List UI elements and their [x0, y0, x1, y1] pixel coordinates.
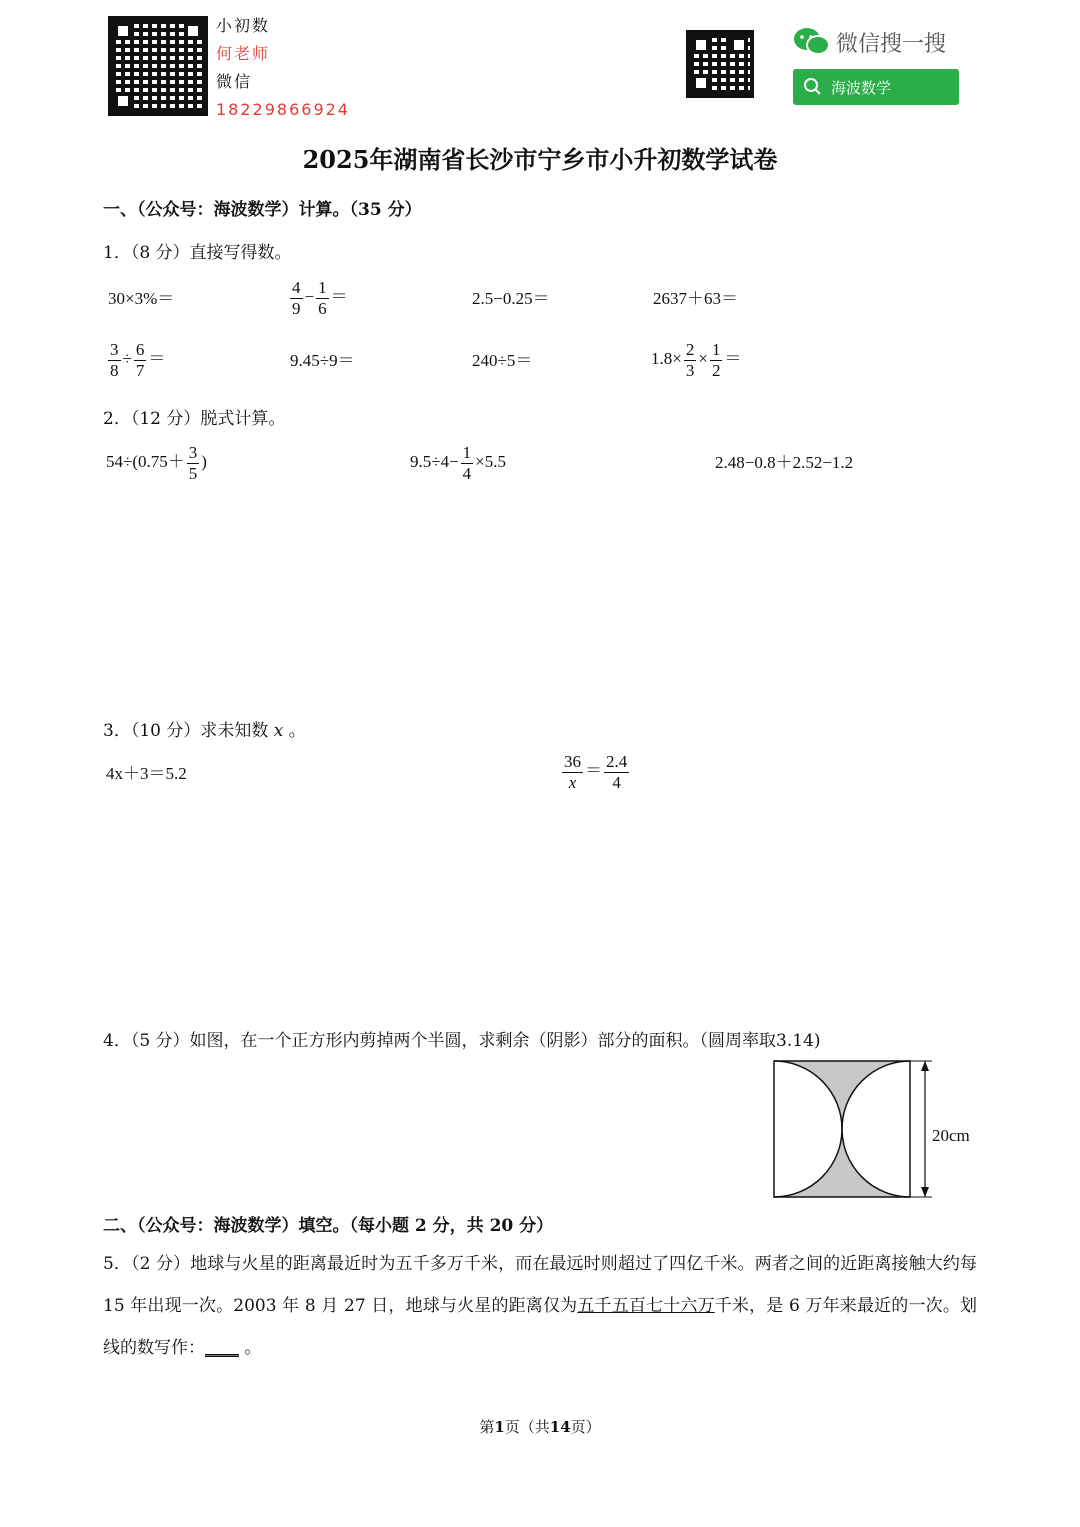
q5-text-end: 。	[239, 1338, 262, 1358]
q5-answer-blank[interactable]: ____	[205, 1338, 239, 1358]
q5-text-part1: 5．（2 分）地球与火星的距离最近时为五千多万千米，而在最远时则超过了四亿千米。两者之间的近距离接触大约每 15 年出现一次。2003 年 8 月 27 日，地球与火星的距离仅为	[103, 1254, 977, 1316]
q3-b-den1: x	[568, 772, 577, 792]
page-title: 2025年湖南省长沙市宁乡市小升初数学试卷	[302, 145, 778, 174]
contact-line-3: 微信	[216, 72, 253, 91]
q4-dimension-label: 20cm	[932, 1126, 970, 1145]
q1-b-num2: 1	[318, 278, 327, 297]
contact-line-2: 何老师	[216, 44, 271, 63]
q1-h-num1: 2	[685, 340, 695, 359]
q1-b-op: −	[304, 286, 315, 306]
q1-h-den1: 3	[685, 360, 695, 380]
q1-item-d: 2637＋63＝	[653, 289, 738, 308]
contact-info	[216, 12, 350, 124]
q1-b-eq: ＝	[330, 286, 348, 306]
q1-item-g: 240÷5＝	[472, 351, 533, 370]
q2-a-den: 5	[188, 463, 198, 483]
q1-h-pre: 1.8×	[651, 348, 682, 368]
q1-item-e	[106, 340, 165, 380]
q2-a-pre: 54÷(0.75＋	[106, 451, 185, 471]
q2-b-post: ×5.5	[475, 451, 507, 471]
q3-label-pre: 3．（10 分）求未知数	[103, 721, 274, 741]
q1-h-eq: ＝	[724, 348, 742, 368]
wechat-icon	[792, 26, 832, 58]
q3-label-post: 。	[283, 721, 306, 741]
q1-b-den2: 6	[318, 298, 327, 318]
contact-phone: 18229866924	[216, 100, 350, 119]
footer-post: 页）	[570, 1418, 601, 1436]
q3-b-num1: 36	[564, 752, 581, 771]
q3-item-b	[560, 752, 631, 792]
qr-code-right	[686, 30, 754, 98]
wechat-search-logo	[792, 26, 946, 58]
search-icon	[803, 77, 823, 97]
q1-e-num1: 3	[110, 340, 119, 359]
q4-label: 4．（5 分）如图，在一个正方形内剪掉两个半圆，求剩余（阴影）部分的面积。（圆周率取3.14)	[103, 1031, 821, 1051]
q2-item-a	[106, 443, 207, 483]
q1-e-op: ÷	[122, 348, 132, 368]
wechat-search-label: 微信搜一搜	[836, 31, 947, 57]
section-2-heading: 二、（公众号：海波数学）填空。（每小题 2 分，共 20 分）	[103, 1216, 554, 1236]
contact-line-1: 小初数	[216, 16, 271, 35]
q2-b-pre: 9.5÷4−	[410, 451, 459, 471]
footer-pre: 第	[479, 1418, 495, 1436]
q3-item-a: 4x＋3＝5.2	[106, 764, 187, 783]
q1-item-a: 30×3%＝	[108, 289, 175, 308]
q2-item-b	[410, 443, 506, 483]
q2-b-num: 1	[462, 443, 472, 462]
footer-mid: 页（共	[504, 1418, 550, 1436]
q5-text-part2: 千米，是 6 万年来最近的一次。划线的数写作：	[103, 1296, 978, 1358]
q3-label	[103, 716, 306, 741]
q1-e-den1: 8	[110, 360, 119, 380]
search-button[interactable]	[793, 69, 959, 105]
q1-item-c: 2.5−0.25＝	[472, 289, 550, 308]
q1-h-op: ×	[698, 348, 708, 368]
q1-e-den2: 7	[135, 360, 145, 380]
q1-e-num2: 6	[135, 340, 145, 359]
q1-h-den2: 2	[711, 360, 721, 380]
page-footer	[0, 1416, 1080, 1437]
q1-b-num1: 4	[292, 278, 301, 297]
q2-b-den: 4	[462, 463, 472, 483]
q2-label: 2．（12 分）脱式计算。	[103, 409, 286, 429]
q3-b-num2: 2.4	[606, 752, 628, 771]
q5-underlined-number: 五千五百七十六万	[577, 1296, 715, 1316]
q1-label: 1．（8 分）直接写得数。	[103, 243, 292, 263]
section-1-heading: 一、（公众号：海波数学）计算。（35 分）	[103, 200, 422, 220]
footer-total: 14	[549, 1418, 571, 1436]
q1-item-f: 9.45÷9＝	[290, 351, 355, 370]
q3-label-var: x	[273, 721, 284, 741]
q1-item-h	[651, 340, 741, 380]
q1-h-num2: 1	[711, 340, 721, 359]
q2-a-post: )	[201, 451, 207, 471]
q5-text	[103, 1243, 977, 1369]
q3-b-den2: 4	[612, 772, 621, 792]
q1-e-eq: ＝	[148, 348, 166, 368]
q2-a-num: 3	[188, 443, 198, 462]
q1-b-den1: 9	[292, 298, 301, 318]
q3-b-eq: ＝	[585, 760, 602, 780]
q1-item-b	[288, 278, 348, 318]
search-button-label: 海波数学	[831, 78, 892, 97]
qr-code-left	[108, 16, 208, 116]
footer-page: 1	[494, 1418, 505, 1436]
q2-item-c: 2.48−0.8＋2.52−1.2	[715, 453, 854, 472]
